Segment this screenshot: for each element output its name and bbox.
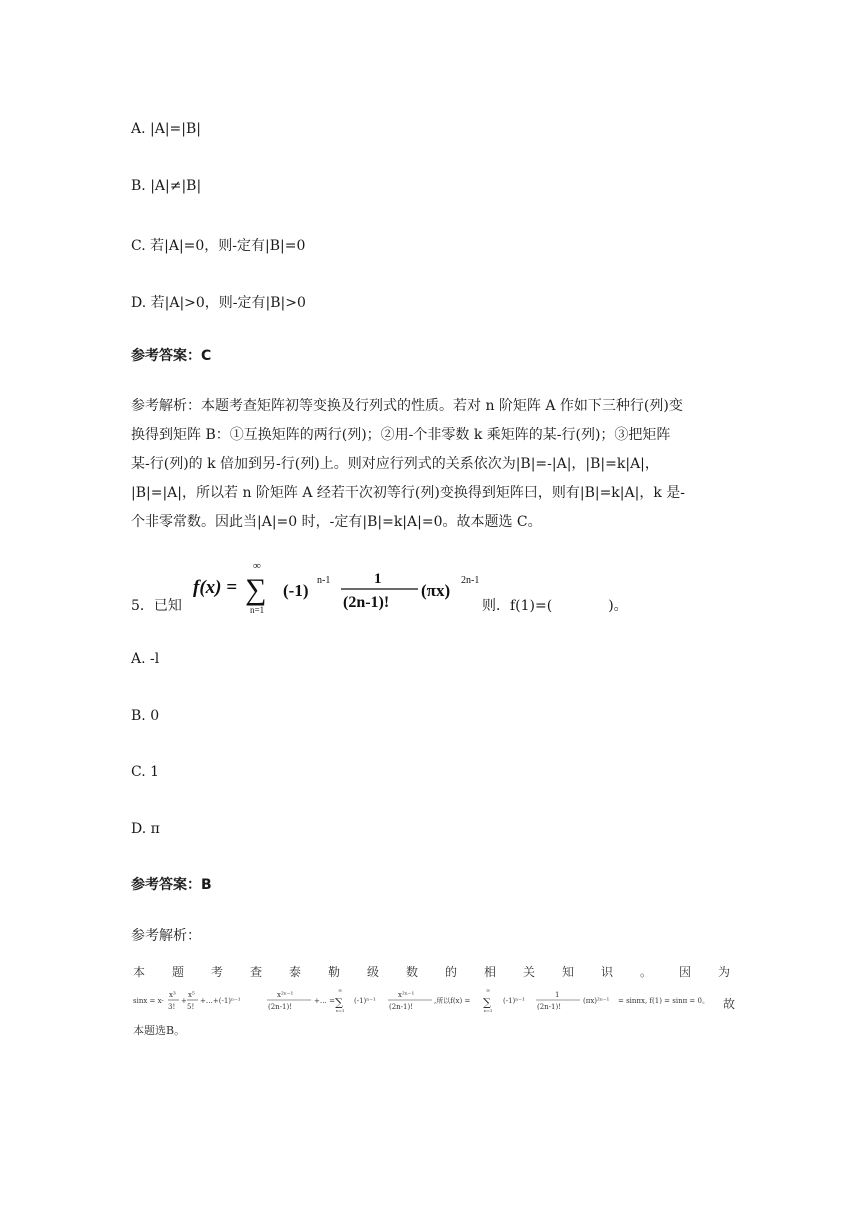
- analysis-line: 个非零常数。因此当|A|=0 时，-定有|B|=k|A|=0。故本题选 C。: [131, 514, 542, 530]
- sol-text: (-1)ⁿ⁻¹: [354, 997, 376, 1005]
- formula-image: [193, 559, 488, 617]
- sol-text: n=1: [484, 1008, 493, 1013]
- sol-char: 题: [172, 965, 185, 979]
- analysis-label-q5: 参考解析：: [131, 928, 201, 944]
- formula-sigma: ∑: [245, 573, 267, 606]
- sol-char: 级: [367, 965, 380, 979]
- formula-exp1: n-1: [317, 575, 331, 586]
- sol-char: 查: [250, 965, 263, 979]
- sol-text: (2n-1)!: [268, 1003, 293, 1011]
- sol-text: (2n-1)!: [389, 1003, 414, 1011]
- sol-text: 5!: [187, 1003, 195, 1011]
- option-c: C. 若|A|=0，则-定有|B|=0: [131, 238, 306, 254]
- sol-text: +…+(-1)ⁿ⁻¹: [200, 997, 241, 1005]
- formula-term: (-1): [283, 581, 309, 600]
- solution-line-1: [133, 964, 730, 979]
- sum-symbol: ∑: [335, 996, 343, 1009]
- sol-char: 的: [445, 965, 458, 979]
- sol-char: 数: [406, 965, 419, 979]
- analysis-line: |B|=|A|，所以若 n 阶矩阵 A 经若干次初等行(列)变换得到矩阵曰，则有|B|=k|A|，k 是-: [131, 485, 685, 501]
- sol-text: (-1)ⁿ⁻¹: [503, 997, 525, 1005]
- answer-label-q4: 参考答案：C: [131, 348, 212, 364]
- formula-num: 1: [374, 571, 382, 587]
- option-a: A. -l: [131, 651, 160, 667]
- formula-exp2: 2n-1: [461, 575, 480, 586]
- sol-char: 考: [211, 965, 224, 979]
- answer-label-q5: 参考答案：B: [131, 877, 212, 893]
- solution-line-2: [133, 988, 735, 1013]
- question-5-prefix: 5．已知: [131, 598, 182, 614]
- analysis-line: 换得到矩阵 B：①互换矩阵的两行(列)；②用-个非零数 k 乘矩阵的某-行(列)；③把矩阵: [131, 427, 671, 443]
- formula-upper: ∞: [253, 560, 261, 572]
- sol-text: x³: [169, 991, 176, 999]
- sol-char: 识: [601, 965, 614, 979]
- option-b: B. |A|≠|B|: [131, 178, 202, 194]
- formula-lhs: f(x) =: [193, 577, 238, 598]
- sol-text: ,所以f(x) =: [434, 997, 471, 1005]
- option-b: B. 0: [131, 708, 160, 724]
- sol-char: 关: [523, 965, 536, 979]
- sol-char: 知: [562, 965, 575, 979]
- sol-text: = sinπx, f(1) = sinπ = 0。: [618, 997, 709, 1005]
- sol-char: 本: [133, 965, 146, 979]
- option-d: D. π: [131, 821, 160, 837]
- sol-text: 故: [723, 997, 736, 1011]
- sol-char: 泰: [289, 965, 302, 979]
- sol-char: 为: [718, 965, 731, 979]
- sum-symbol: ∑: [483, 996, 491, 1009]
- option-c: C. 1: [131, 764, 160, 780]
- question-5-suffix: 则．f(1)=( )。: [482, 598, 628, 614]
- sol-text: ∞: [338, 988, 343, 994]
- sol-text: n=1: [336, 1008, 345, 1013]
- formula-lower: n=1: [250, 605, 265, 615]
- formula-pix: (πx): [421, 581, 451, 600]
- sol-char: 。: [640, 965, 653, 979]
- analysis-line: 某-行(列)的 k 倍加到另-行(列)上。则对应行列式的关系依次为|B|=-|A|，|B|=k|A|，: [131, 456, 659, 472]
- analysis-q4: [131, 392, 733, 537]
- sol-text: x²ⁿ⁻¹: [398, 991, 415, 999]
- sol-text: +… =: [314, 997, 335, 1005]
- sol-char: 相: [484, 965, 497, 979]
- sol-text: sinx = x-: [133, 997, 164, 1005]
- sol-char: 因: [679, 965, 692, 979]
- sol-text: x⁵: [188, 991, 195, 999]
- sol-text: 3!: [168, 1003, 176, 1011]
- sol-text: ∞: [486, 988, 491, 994]
- formula-den: (2n-1)!: [343, 594, 390, 611]
- sol-text: (2n-1)!: [537, 1003, 562, 1011]
- analysis-line: 参考解析：本题考查矩阵初等变换及行列式的性质。若对 n 阶矩阵 A 作如下三种行(列)变: [131, 398, 683, 414]
- sol-text: +: [181, 997, 187, 1005]
- sol-text: x²ⁿ⁻¹: [277, 991, 294, 999]
- solution-image: [133, 962, 739, 1042]
- option-d: D. 若|A|>0，则-定有|B|>0: [131, 295, 306, 311]
- solution-line-3: 本题选B。: [133, 1024, 186, 1037]
- sol-text: (πx)²ⁿ⁻¹: [583, 997, 610, 1005]
- sol-char: 勒: [328, 965, 341, 979]
- option-a: A. |A|=|B|: [131, 121, 202, 137]
- sol-text: 1: [555, 991, 560, 999]
